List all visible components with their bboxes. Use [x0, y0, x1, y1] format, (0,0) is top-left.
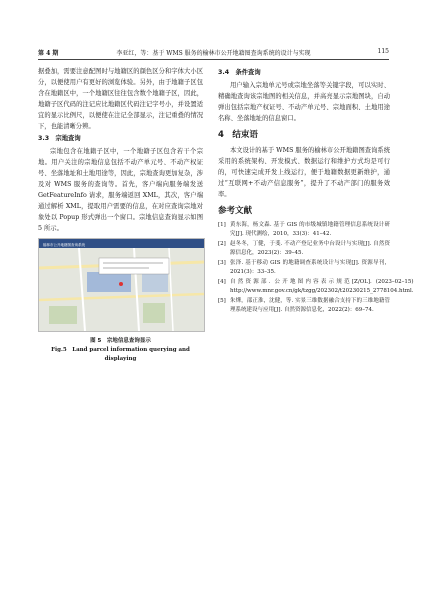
reference-text: 黄东海，杨文森. 基于 GIS 的市级城镇地籍管理信息系统设计研究[J]. 现代测绘，2010，33(3)：41–42.	[230, 222, 390, 237]
paragraph: 据叠加，需要注意配图时与地籍区的颜色区分和字体大小区分，以便使用户有更好的浏览体验。另外，由于地籍子区包含在地籍区中，一个地籍区往往包含数个地籍子区，因此，地籍子区代码的注记应比地籍区代码注记字号小，并设置适宜的显示比例尺，以便使在注记全部显示，注记重叠的情况下，也能清晰分辨。	[38, 68, 203, 130]
figure-map	[39, 248, 204, 331]
reference-item	[218, 240, 390, 258]
reference-item	[218, 221, 390, 239]
map-graphic	[39, 248, 204, 331]
paragraph: 宗地包含在地籍子区中，一个地籍子区包含若干个宗地。用户关注的宗地信息包括不动产单元号、不动产权证号、坐落地址和土地用途等，因此，宗地查询更加复杂，涉及对 WMS 服务的查询等。首先，客户端向服务端发送 GetFeatureInfo 请求，服务端返回 XML，其次，客户端通过解析 XML，提取用户需要的信息，在对应查询宗地对象处以 Popup 形式弹出一个窗口。宗地信息查询显示如图 5 所示。	[38, 148, 203, 232]
reference-item	[218, 259, 390, 277]
references-heading: 参考文献	[218, 206, 253, 216]
right-column	[218, 66, 414, 316]
figure-5-screenshot	[38, 238, 205, 332]
paragraph: 用户输入宗地单元号或宗地坐落等关键字段，可以实时、精确地查询该宗地图的相关信息，并高亮显示宗地图块，自动弹出包括宗地产权证号、不动产单元号、宗地面积、土地用途名称、坐落地址的信息窗口。	[218, 82, 390, 122]
header-rule	[38, 59, 389, 60]
reference-number: [5]	[218, 298, 226, 304]
section-heading-3-4: 3.4 条件查询	[218, 69, 261, 76]
reference-text: 朱燁，邵正淮，沈健，等. 实景三维数据融合支持下的三维地籍管理系统建设与应用[J]. 自然资源信息化，2022(2)：69–74.	[230, 298, 390, 313]
paragraph: 本文设计的基于 WMS 服务的榆林市公开地籍图查询系统采用的系统架构、开发模式、数据运行和维护方式均是可行的，可快速完成开发上线运行，便于地籍数据更新维护，通过“互联网+不动产信息服务”，提升了不动产部门的服务效率。	[218, 147, 390, 198]
reference-text: 自然资源部. 公开地图内容表示规范[Z/OL]. (2023–02–15) http://www.mnr.gov.cn/gk/tzgg/202302/t20230215_2778104.html.	[230, 279, 414, 294]
reference-text: 张泽. 基于移动 GIS 的地籍调查系统设计与实现[J]. 资源导刊，2021(3)：33–35.	[230, 260, 390, 275]
figure-caption-en: Fig.5 Land parcel information querying and displaying	[51, 347, 190, 362]
figure-app-title: 榆林市公开地籍图查询系统	[43, 243, 85, 247]
figure-caption-cn: 图 5 宗地信息查询显示	[90, 338, 151, 344]
figure-app-bar	[39, 239, 204, 248]
reference-number: [3]	[218, 260, 226, 266]
page-number: 115	[377, 48, 389, 55]
issue-number: 第 4 期	[38, 50, 59, 57]
left-column	[38, 66, 203, 364]
section-heading-3-3: 3.3 宗地查询	[38, 135, 81, 142]
reference-number: [1]	[218, 222, 226, 228]
reference-item	[218, 297, 390, 315]
running-title: 李亚红，等：基于 WMS 服务的榆林市公开地籍图查询系统的设计与实现	[116, 50, 311, 57]
reference-number: [2]	[218, 241, 226, 247]
reference-number: [4]	[218, 279, 226, 285]
section-heading-4: 4 结束语	[218, 130, 258, 140]
reference-text: 赵冬冬，丁健，于斐. 不动产登记业务中台设计与实现[J]. 自然资源信息化，2023(2)：39–45.	[230, 241, 390, 256]
reference-item	[218, 278, 414, 296]
page-header	[38, 44, 389, 58]
